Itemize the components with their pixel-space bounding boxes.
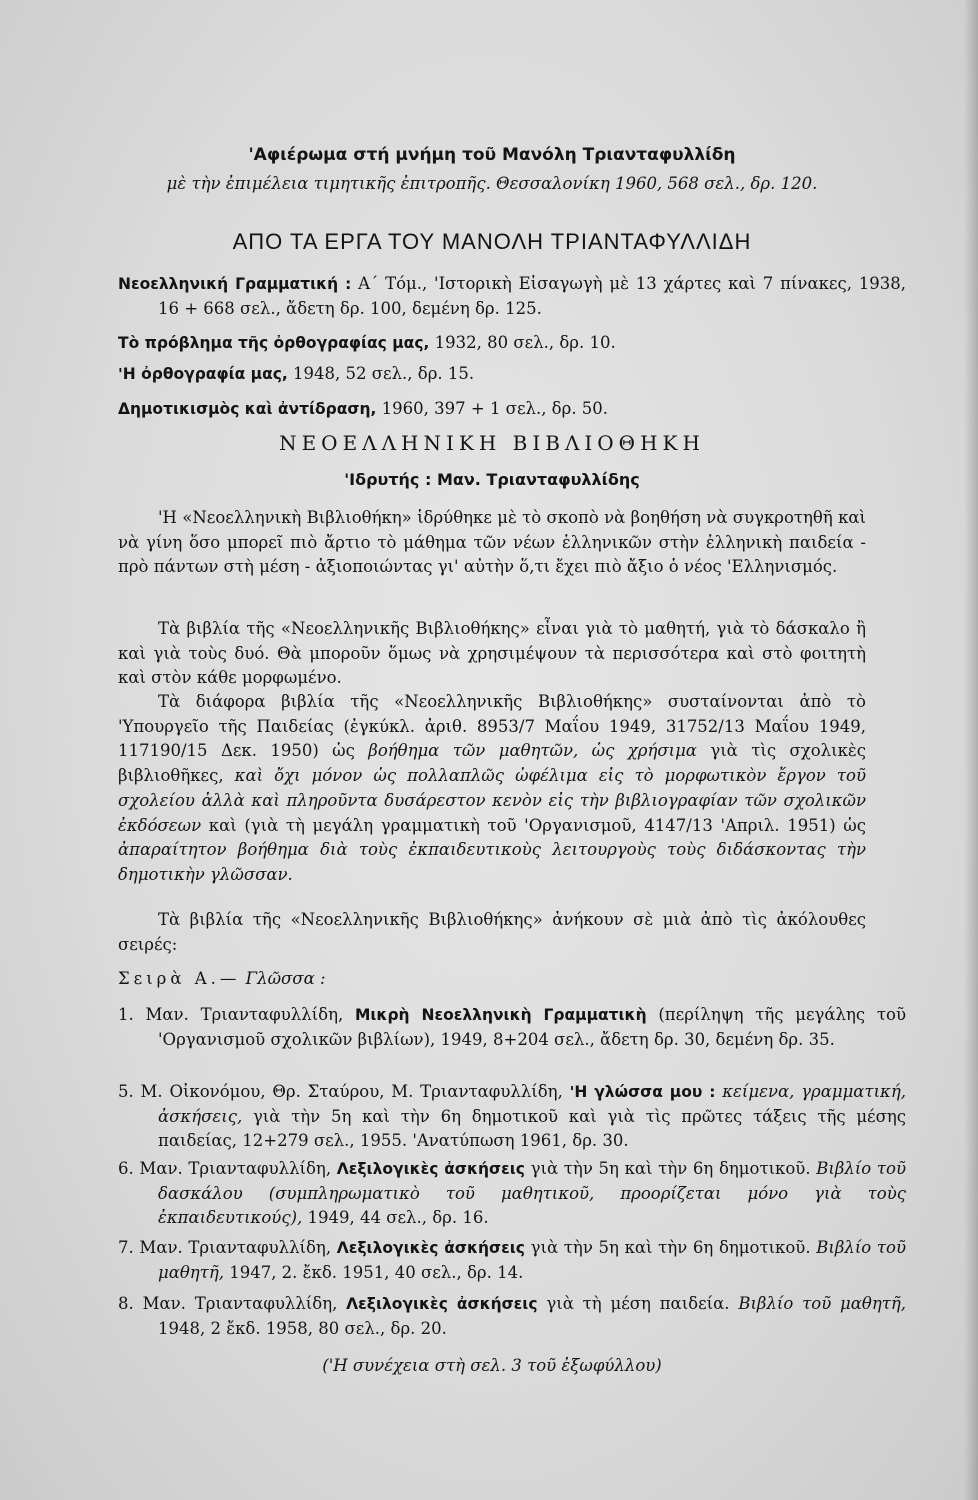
work-item-demoticism: Δημοτικισμὸς καὶ ἀντίδραση, 1960, 397 + 1 σελ., δρ. 50. [118,399,609,418]
library-paragraph-3: Τὰ διάφορα βιβλία τῆς «Νεοελληνικῆς Βιβλιοθήκης» συσταίνονται ἀπὸ τὸ 'Υπουργεῖο τῆς Παιδείας (ἐγκύκλ. ἀριθ. 8953/7 Μαΐου 1949, 31752/13 Μαΐου 1949, 117190/15 Δεκ. 1950) ὡς βοήθημα τῶν μαθητῶν, ὡς χρήσιμα γιὰ τὶς σχολικὲς βιβλιοθῆκες, καὶ ὄχι μόνον ὡς πολλαπλῶς ὠφέλιμα εἰς τὸ μορφωτικὸν ἔργον τοῦ σχολείου ἀλλὰ καὶ πληροῦντα δυσάρεστον κενὸν εἰς τὴν βιβλιογραφίαν τῶν σχολικῶν ἐκδόσεων καὶ (γιὰ τὴ μεγάλη γραμματικὴ τοῦ 'Οργανισμοῦ, 4147/13 'Απριλ. 1951) ὡς ἀπαραίτητον βοήθημα διὰ τοὺς ἐκπαιδευτικοὺς λειτουργοὺς τοὺς διδάσκοντας τὴν δημοτικὴν γλῶσσαν. [118,692,866,884]
continued-note: ('Η συνέχεια στὴ σελ. 3 τοῦ ἐξωφύλλου) [322,1356,662,1375]
work-item-grammar: Νεοελληνική Γραμματική : Α΄ Τόμ., 'Ιστορικὴ Εἰσαγωγὴ μὲ 13 χάρτες καὶ 7 πίνακες, 1938, 16 + 668 σελ., ἄδετη δρ. 100, δεμένη δρ. 125. [118,274,906,318]
series-entry-1: 1. Μαν. Τριανταφυλλίδη, Μικρὴ Νεοελληνικὴ Γραμματικὴ (περίληψη τῆς μεγάλης τοῦ 'Οργανισμοῦ σχολικῶν βιβλίων), 1949, 8+204 σελ., ἄδετη δρ. 30, δεμένη δρ. 35. [118,1005,906,1049]
tribute-subtitle: μὲ τὴν ἐπιμέλεια τιμητικῆς ἐπιτροπῆς. Θεσσαλονίκη 1960, 568 σελ., δρ. 120. [166,174,818,193]
series-entry-6: 6. Μαν. Τριανταφυλλίδη, Λεξιλογικὲς ἀσκήσεις γιὰ τὴν 5η καὶ τὴν 6η δημοτικοῦ. Βιβλίο τοῦ δασκάλου (συμπληρωματικὸ τοῦ μαθητικοῦ, προορίζεται μόνο γιὰ τοὺς ἐκπαιδευτικούς), 1949, 44 σελ., δρ. 16. [118,1159,906,1228]
library-heading: ΝΕΟΕΛΛΗΝΙΚΗ ΒΙΒΛΙΟΘΗΚΗ [279,431,705,455]
series-entry-8: 8. Μαν. Τριανταφυλλίδη, Λεξιλογικὲς ἀσκήσεις γιὰ τὴ μέση παιδεία. Βιβλίο τοῦ μαθητῆ, 1948, 2 ἔκδ. 1958, 80 σελ., δρ. 20. [118,1294,906,1338]
series-entry-7: 7. Μαν. Τριανταφυλλίδη, Λεξιλογικὲς ἀσκήσεις γιὰ τὴν 5η καὶ τὴν 6η δημοτικοῦ. Βιβλίο τοῦ μαθητῆ, 1947, 2. ἔκδ. 1951, 40 σελ., δρ. 14. [118,1238,906,1282]
library-paragraph-1: 'Η «Νεοελληνικὴ Βιβλιοθήκη» ἱδρύθηκε μὲ τὸ σκοπὸ νὰ βοηθήση νὰ συγκροτηθῆ καὶ νὰ γίνη ὅσο μπορεῖ πιὸ ἄρτιο τὸ μάθημα τῶν νέων ἑλληνικῶν στὴν ἑλληνικὴ παιδεία - πρὸ πάντων στὴ μέση - ἀξιοποιώντας γι' αὐτὴν ὅ,τι ἔχει πιὸ ἄξιο ὁ νέος 'Ελληνισμός. [118,508,866,577]
library-paragraph-4: Τὰ βιβλία τῆς «Νεοελληνικῆς Βιβλιοθήκης» ἀνήκουν σὲ μιὰ ἀπὸ τὶς ἀκόλουθες σειρές: [118,910,866,954]
works-heading: ΑΠΟ ΤΑ ΕΡΓΑ ΤΟΥ ΜΑΝΟΛΗ ΤΡΙΑΝΤΑΦΥΛΛΙΔΗ [232,229,752,254]
series-heading: Σειρὰ Α.— Γλῶσσα : [118,969,326,988]
page-edge-shadow [964,0,978,1500]
series-entry-5: 5. Μ. Οἰκονόμου, Θρ. Σταύρου, Μ. Τριανταφυλλίδη, 'Η γλώσσα μου : κείμενα, γραμματική, ἀσκήσεις, γιὰ τὴν 5η καὶ τὴν 6η δημοτικοῦ καὶ γιὰ τὶς πρῶτες τάξεις τῆς μέσης παιδείας, 12+279 σελ., 1955. 'Ανατύπωση 1961, δρ. 30. [118,1082,906,1151]
library-paragraph-2: Τὰ βιβλία τῆς «Νεοελληνικῆς Βιβλιοθήκης» εἶναι γιὰ τὸ μαθητή, γιὰ τὸ δάσκαλο ἢ καὶ γιὰ τοὺς δυό. Θὰ μποροῦν ὅμως νὰ χρησιμέψουν τὰ περισσότερα καὶ στὸ φοιτητὴ καὶ στὸν κάθε μορφωμένο. [118,619,866,688]
work-item-orthography: 'Η ὀρθογραφία μας, 1948, 52 σελ., δρ. 15. [118,364,475,383]
tribute-title: 'Αφιέρωμα στή μνήμη τοῦ Μανόλη Τριανταφυλλίδη [248,145,736,165]
library-founder: 'Ιδρυτής : Μαν. Τριανταφυλλίδης [344,470,640,489]
work-item-orthography-problem: Τὸ πρόβλημα τῆς ὀρθογραφίας μας, 1932, 80 σελ., δρ. 10. [118,333,616,352]
